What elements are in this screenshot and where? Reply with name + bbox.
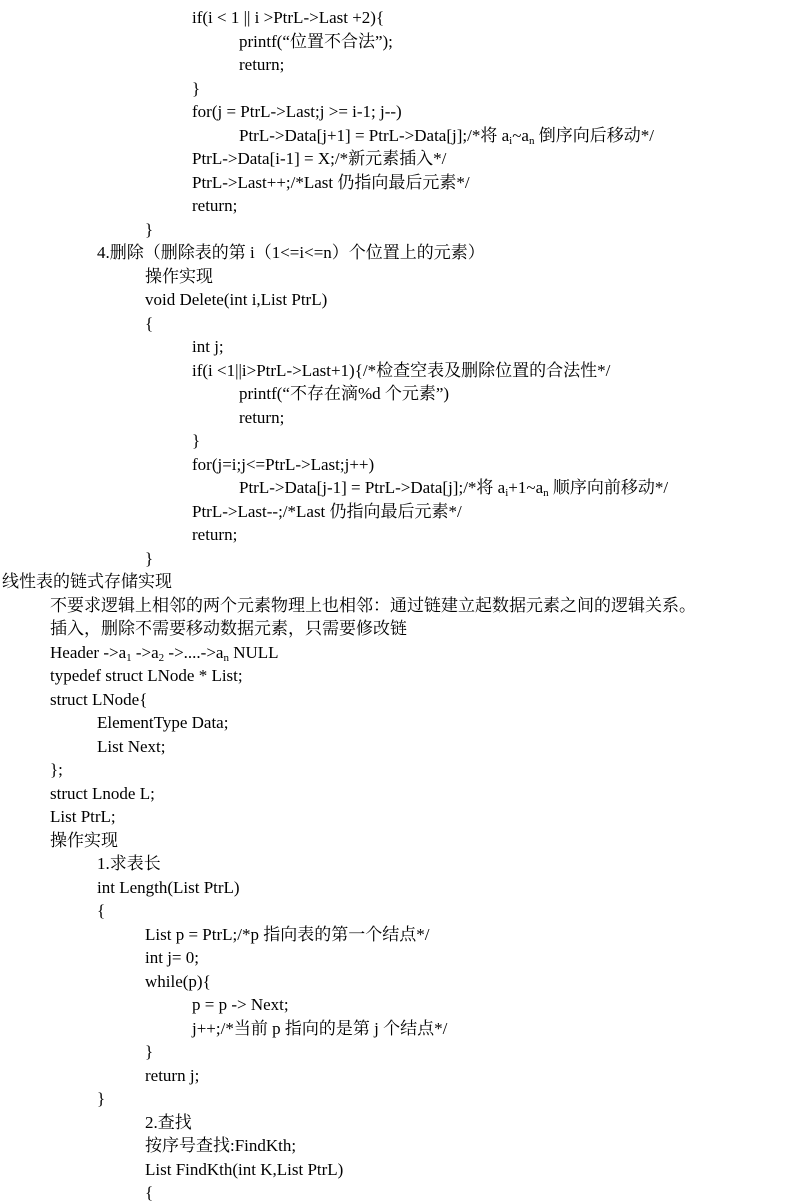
text-line: struct LNode{ xyxy=(50,689,148,709)
text-line: j++;/*当前 p 指向的是第 j 个结点*/ xyxy=(192,1018,448,1038)
text-line: int j; xyxy=(192,337,224,356)
text-run: PtrL->Data[j-1] = PtrL->Data[j];/*将 a xyxy=(239,478,506,497)
subscript: i xyxy=(509,134,513,147)
text-line: 2.查找 xyxy=(145,1112,192,1132)
text-line: } xyxy=(145,219,154,239)
text-line: void Delete(int i,List PtrL) xyxy=(145,290,328,309)
text-line: printf(“不存在滴%d 个元素”) xyxy=(239,384,450,403)
text-line: } xyxy=(97,1089,106,1108)
text-line: PtrL->Last++;/*Last 仍指向最后元素*/ xyxy=(192,172,470,192)
text-line: ElementType Data; xyxy=(97,713,229,732)
text-line: return j; xyxy=(145,1065,200,1085)
text-line: struct Lnode L; xyxy=(50,783,155,803)
text-line: List FindKth(int K,List PtrL) xyxy=(145,1159,344,1179)
subscript: n xyxy=(543,487,549,499)
text-run: ->....->a xyxy=(164,642,224,662)
text-line: int j= 0; xyxy=(145,948,199,967)
text-line: PtrL->Data[i-1] = X;/*新元素插入*/ xyxy=(192,149,447,168)
text-line: 1.求表长 xyxy=(97,854,161,873)
text-line: 线性表的链式存储实现 xyxy=(2,572,172,591)
text-line: typedef struct LNode * List; xyxy=(50,666,243,685)
text-line: 操作实现 xyxy=(50,830,118,850)
text-line: 按序号查找:FindKth; xyxy=(145,1136,297,1155)
text-line: return; xyxy=(192,525,238,544)
text-line: while(p){ xyxy=(145,971,211,991)
text-line: { xyxy=(145,313,154,333)
subscript: 2 xyxy=(158,651,165,664)
text-line: } xyxy=(145,1042,154,1061)
text-line: 4.删除（删除表的第 i（1<=i<=n）个位置上的元素） xyxy=(97,243,485,262)
text-line: for(j = PtrL->Last;j >= i-1; j--) xyxy=(192,102,402,121)
text-run: PtrL->Data[j+1] = PtrL->Data[j];/*将 a xyxy=(239,125,510,145)
text-run: +1~a xyxy=(508,478,544,497)
text-line: 不要求逻辑上相邻的两个元素物理上也相邻：通过链建立起数据元素之间的逻辑关系。 xyxy=(50,595,696,615)
text-line: if(i <1||i>PtrL->Last+1){/*检查空表及删除位置的合法性*/ xyxy=(192,360,611,380)
subscript: 1 xyxy=(126,651,132,664)
text-run: 倒序向后移动*/ xyxy=(534,125,654,145)
text-line: return; xyxy=(192,196,238,215)
subscript: n xyxy=(528,134,535,147)
text-line: { xyxy=(97,901,106,920)
text-line: int Length(List PtrL) xyxy=(97,877,240,897)
text-line: PtrL->Last--;/*Last 仍指向最后元素*/ xyxy=(192,501,462,521)
text-line: } xyxy=(192,78,201,98)
text-line xyxy=(50,642,279,664)
text-run: 顺序向前移动*/ xyxy=(548,478,669,497)
text-line: } xyxy=(145,548,154,568)
text-line xyxy=(239,125,654,147)
text-run: Header ->a xyxy=(50,642,127,662)
text-line: 插入，删除不需要移动数据元素，只需要修改链 xyxy=(50,619,407,638)
text-line: for(j=i;j<=PtrL->Last;j++) xyxy=(192,454,375,474)
text-line: List p = PtrL;/*p 指向表的第一个结点*/ xyxy=(145,924,430,944)
text-line: p = p -> Next; xyxy=(192,995,289,1014)
text-line: } xyxy=(192,431,201,450)
text-run: ->a xyxy=(131,642,159,662)
text-line: if(i < 1 || i >PtrL->Last +2){ xyxy=(192,8,385,27)
subscript: i xyxy=(505,487,509,499)
text-line: return; xyxy=(239,407,285,427)
text-line: { xyxy=(145,1183,154,1202)
text-run: NULL xyxy=(228,642,279,662)
subscript: n xyxy=(223,651,229,664)
text-line: return; xyxy=(239,55,285,74)
text-line: List PtrL; xyxy=(50,807,116,826)
text-line: 操作实现 xyxy=(145,266,213,286)
text-line: List Next; xyxy=(97,736,166,756)
text-line xyxy=(239,477,668,499)
text-line: }; xyxy=(50,760,63,779)
text-line: printf(“位置不合法”); xyxy=(239,31,393,51)
text-run: ~a xyxy=(512,125,529,145)
